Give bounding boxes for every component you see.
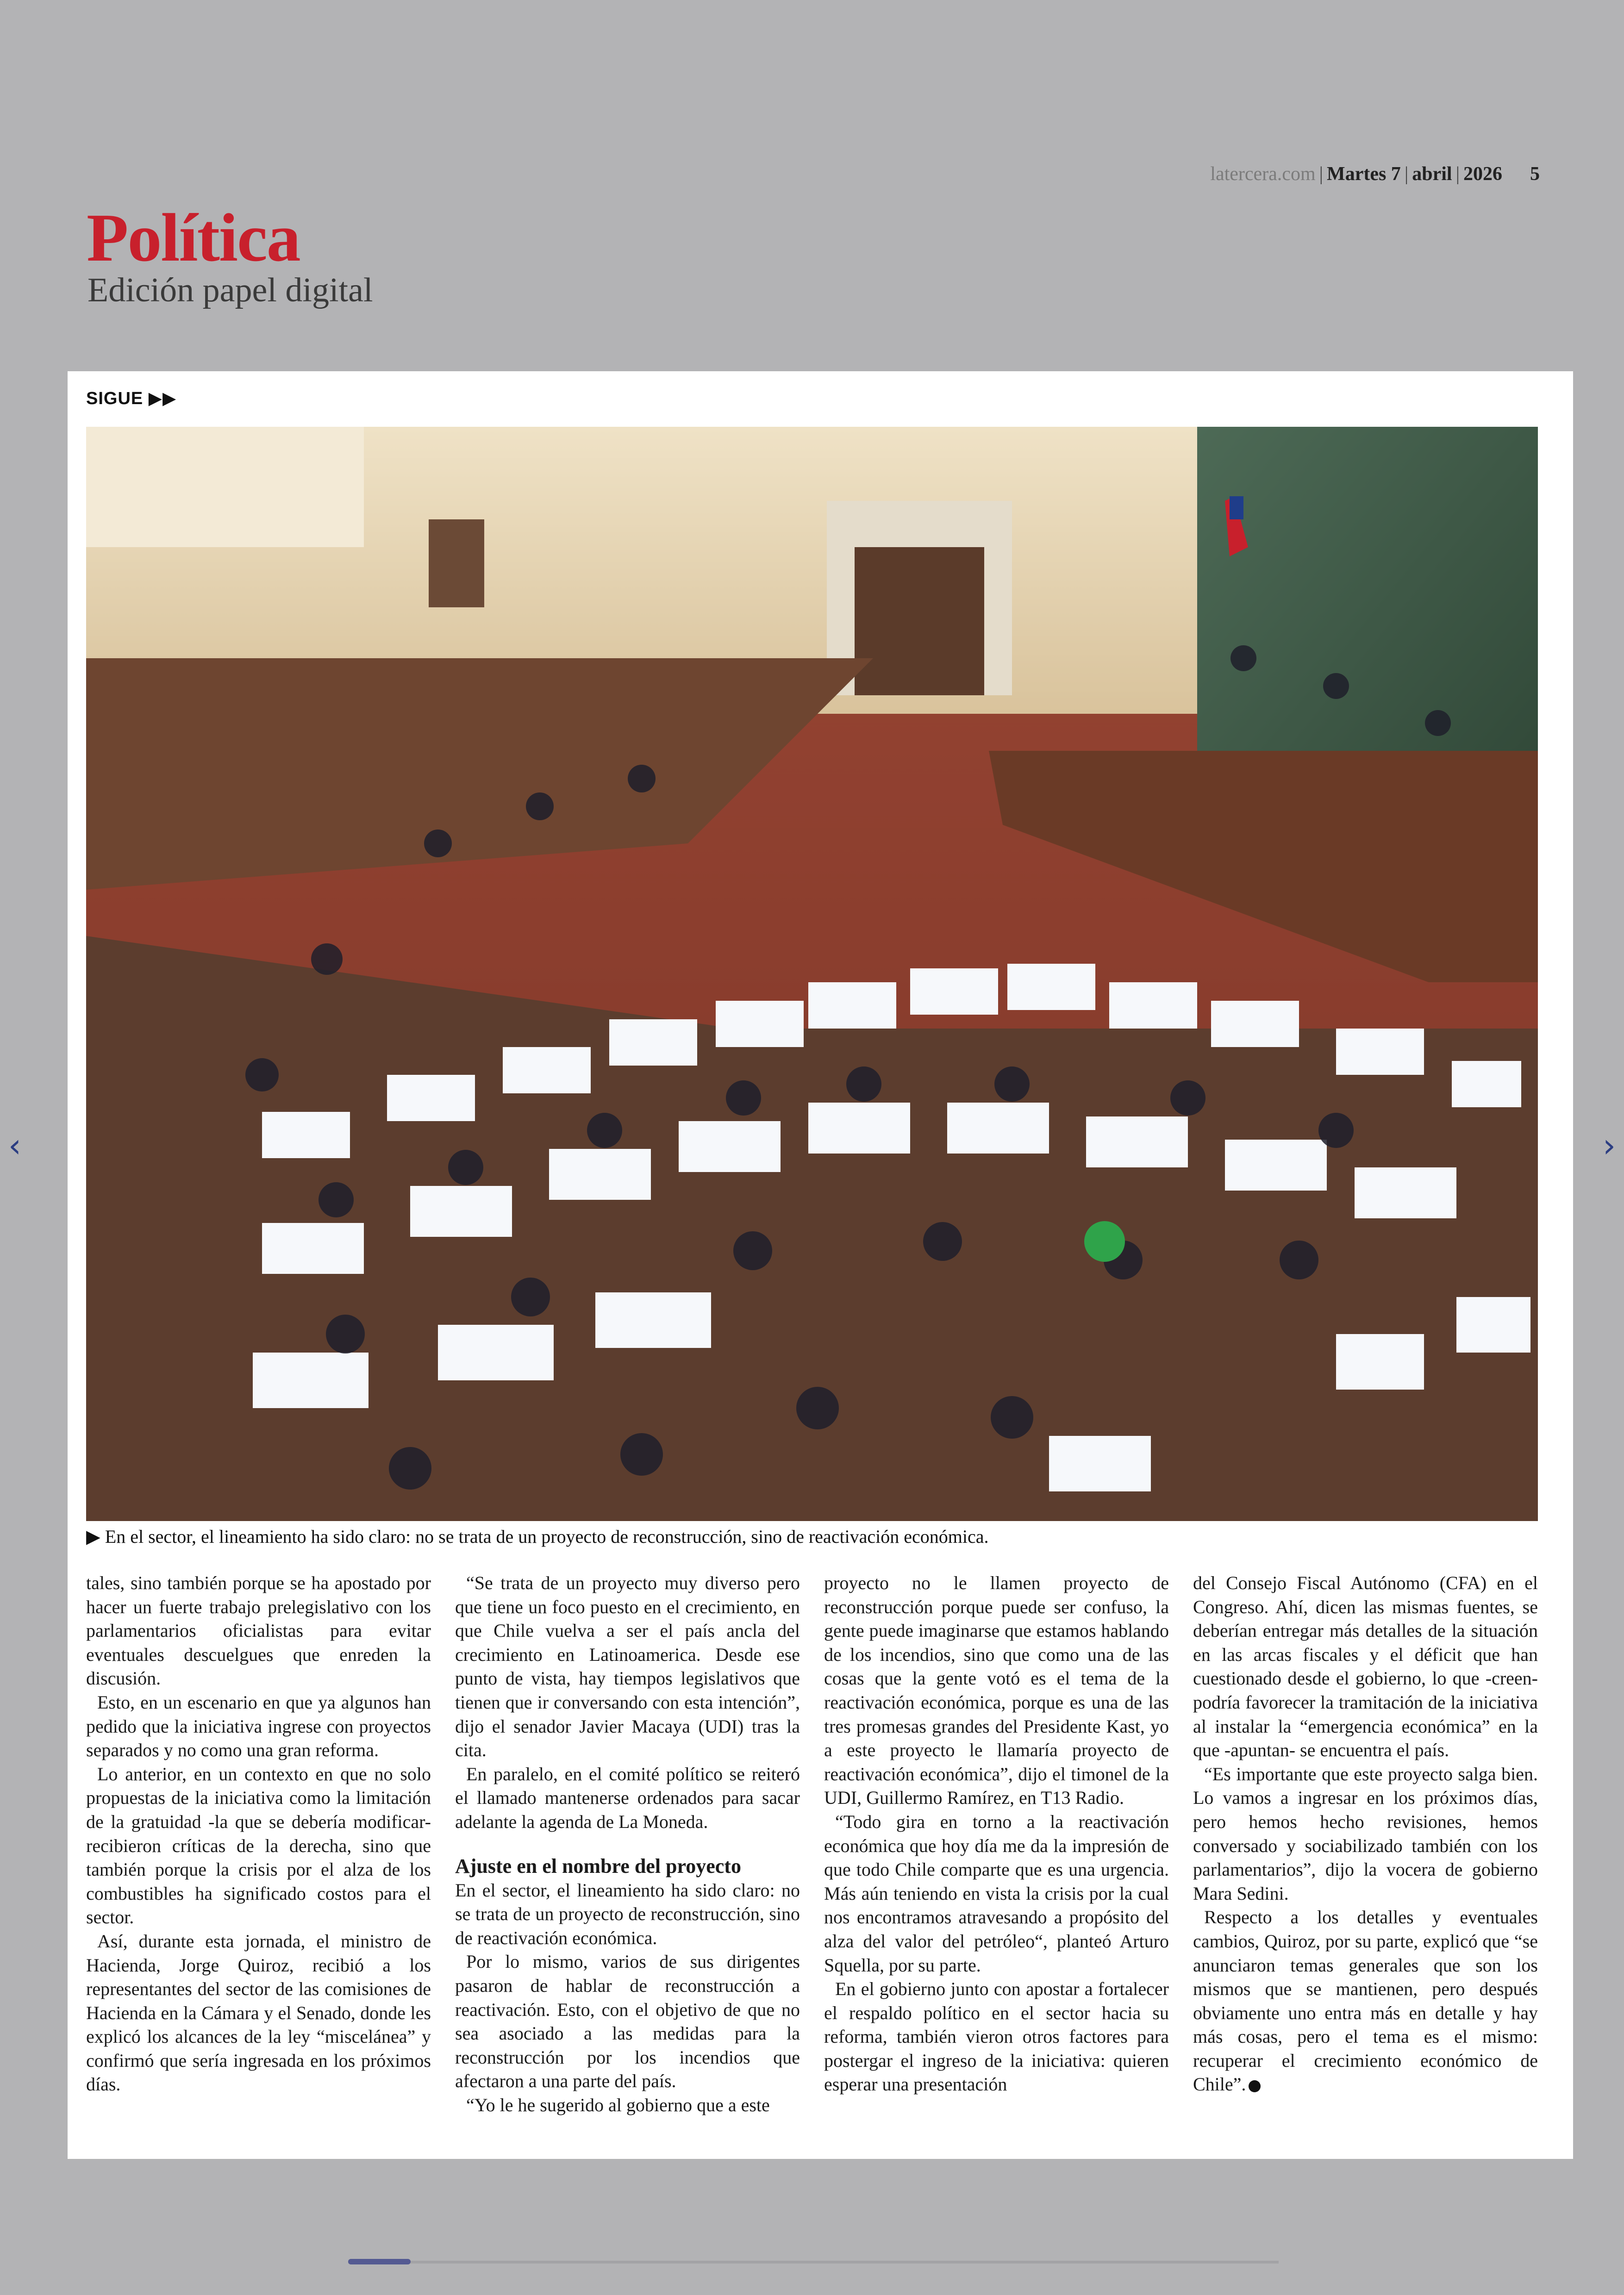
paragraph: proyecto no le llamen proyecto de reconstrucción porque puede ser confuso, la gente puede imaginarse que estamos hablando de los incendios, sino que como una de las cosas que la gente votó es el tema de la reactivación económica, porque es una de las tres promesas grandes del Presidente Kast, yo a este proyecto le llamaría proyecto de reactivación económica”, dijo el timonel de la UDI, Guillermo Ramírez, en T13 Radio. bbox=[824, 1572, 1169, 1809]
article-column-3 bbox=[824, 1571, 1169, 2136]
article-column-2 bbox=[455, 1571, 800, 2136]
paragraph: Esto, en un escenario en que ya algunos han pedido que la iniciativa ingrese con proyectos separados y no como una gran reforma. bbox=[86, 1691, 431, 1761]
section-subtitle: Edición papel digital bbox=[87, 271, 373, 309]
site-name: latercera.com bbox=[1210, 163, 1316, 185]
paragraph: Lo anterior, en un contexto en que no solo propuestas de la iniciativa como la limitación de la gratuidad -la que se debería modificar- recibieron críticas de la derecha, sino que también porque la crisis por el alza de los combustibles ha significado costos para el sector. bbox=[86, 1763, 431, 1928]
issue-header: latercera.com | Martes 7 | abril | 2026 5 bbox=[1210, 163, 1540, 185]
paragraph: “Yo le he sugerido al gobierno que a este bbox=[466, 2094, 770, 2115]
issue-month: abril bbox=[1412, 163, 1452, 185]
paragraph: del Consejo Fiscal Autónomo (CFA) en el Congreso. Ahí, dicen las mismas fuentes, se deberían entregar más detalles de la situación en las arcas fiscales y el déficit que han cuestionado desde el gobierno, lo que -creen- podría favorecer la tramitación de la iniciativa al instalar la “emergencia económica” en la que -apuntan- se encuentra el país. bbox=[1193, 1572, 1538, 1761]
chamber-photo-illustration bbox=[86, 427, 1538, 1521]
end-of-article-icon bbox=[1249, 2080, 1261, 2092]
section-title: Política bbox=[87, 200, 300, 276]
subheading: Ajuste en el nombre del proyecto bbox=[455, 1854, 741, 1877]
issue-year: 2026 bbox=[1463, 163, 1502, 185]
article-column-4 bbox=[1193, 1571, 1538, 2136]
paragraph: tales, sino también porque se ha apostado por hacer un fuerte trabajo prelegislativo con los parlamentarios oficialistas para evitar eventuales descuelgues que enreden la discusión. bbox=[86, 1572, 431, 1689]
chevron-right-icon[interactable]: › bbox=[1603, 1127, 1616, 1165]
paragraph: En el sector, el lineamiento ha sido claro: no se trata de un proyecto de reconstrucción, sino de reactivación económica. bbox=[455, 1879, 800, 1948]
page-number: 5 bbox=[1530, 163, 1540, 185]
article-columns bbox=[86, 1571, 1538, 2136]
chevron-left-icon[interactable]: ‹ bbox=[8, 1127, 21, 1165]
paragraph: “Es importante que este proyecto salga bien. Lo vamos a ingresar en los próximos días, pero hemos hecho revisiones, hemos conversado y sociabilizado también con los parlamentarios”, dijo la vocera de gobierno Mara Sedini. bbox=[1193, 1763, 1538, 1904]
paragraph: En paralelo, en el comité político se reiteró el llamado mantenerse ordenados para sacar adelante la agenda de La Moneda. bbox=[455, 1763, 800, 1832]
paragraph: En el gobierno junto con apostar a fortalecer el respaldo político en el sector hacia su reforma, también vieron otros factores para postergar el ingreso de la iniciativa: quieren esperar una presentación bbox=[824, 1978, 1169, 2095]
newspaper-page bbox=[68, 371, 1573, 2159]
paragraph: Así, durante esta jornada, el ministro de Hacienda, Jorge Quiroz, recibió a los representantes del sector de las comisiones de Hacienda en la Cámara y el Senado, donde les explicó los alcances de la ley “miscelánea” y confirmó que sería ingresada en los próximos días. bbox=[86, 1930, 431, 2095]
paragraph bbox=[1193, 1905, 1538, 2096]
article-column-1 bbox=[86, 1571, 431, 2136]
paragraph: Por lo mismo, varios de sus dirigentes pasaron de hablar de reconstrucción a reactivación. Esto, con el objetivo de que no sea asociado a las medidas para la reconstrucción por los incendios que afectaron a una parte del país. bbox=[455, 1951, 800, 2092]
continues-label: SIGUE ▶▶ bbox=[86, 389, 177, 408]
issue-day: Martes 7 bbox=[1327, 163, 1401, 185]
photo-caption: ▶ En el sector, el lineamiento ha sido claro: no se trata de un proyecto de reconstrucción, sino de reactivación económica. bbox=[86, 1526, 989, 1547]
chamber-photo[interactable] bbox=[86, 427, 1538, 1521]
page-progress-indicator[interactable] bbox=[348, 2259, 411, 2264]
paragraph-text: Respecto a los detalles y eventuales cambios, Quiroz, por su parte, explicó que “se anunciaron temas generales que son los mismos que se mantienen, pero después obviamente uno entra más en detalle y hay más cosas, pero el tema es el mismo: recuperar el crecimiento económico de Chile”. bbox=[1193, 1907, 1538, 2095]
paragraph: “Se trata de un proyecto muy diverso pero que tiene un foco puesto en el crecimiento, en que Chile vuelva a ser el país ancla del crecimiento en Latinoamerica. Desde ese punto de vista, hay tiempos legislativos que tienen que ir conversando con esta intención”, dijo el senador Javier Macaya (UDI) tras la cita. bbox=[455, 1572, 800, 1761]
paragraph: “Todo gira en torno a la reactivación económica que hoy día me da la impresión de que todo Chile comparte que es una urgencia. Más aún teniendo en vista la crisis por la cual nos encontramos atravesando a propósito del alza del valor del petróleo“, planteó Arturo Squella, por su parte. bbox=[824, 1811, 1169, 1976]
page-progress-track[interactable] bbox=[348, 2261, 1279, 2264]
